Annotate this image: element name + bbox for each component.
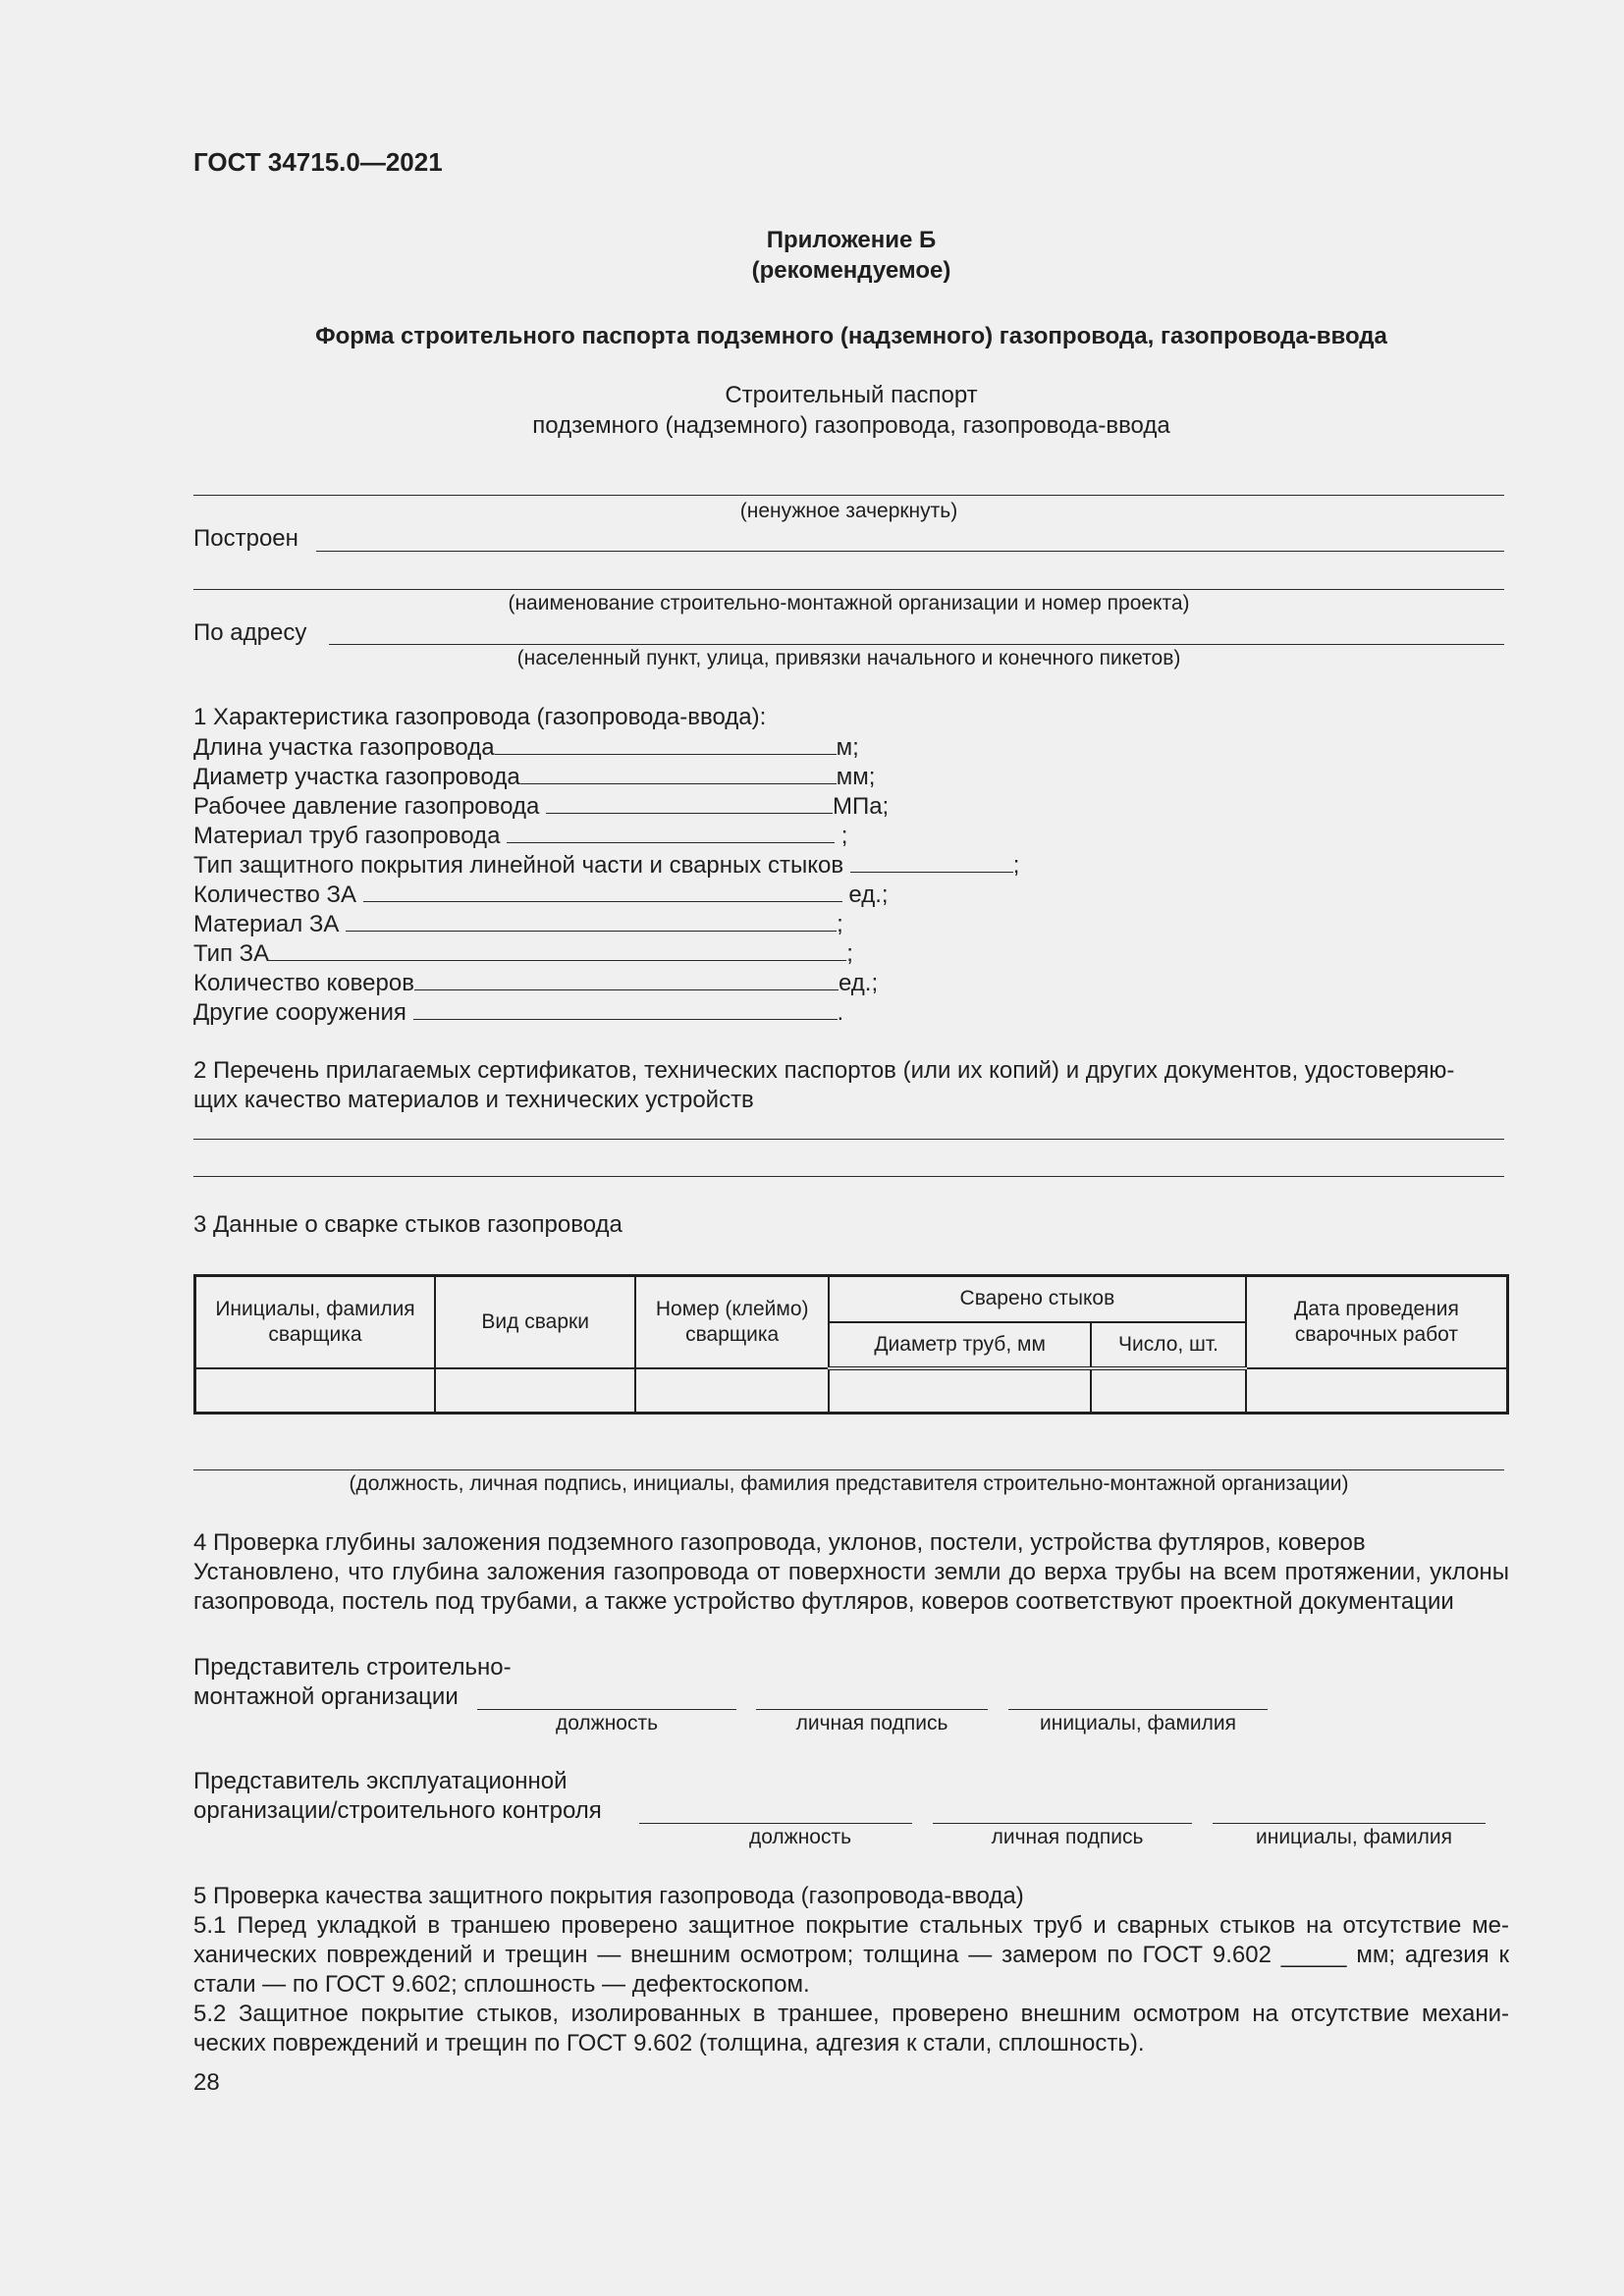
- row-pipe-material-label: Материал труб газопровода: [193, 823, 508, 849]
- rep2-position-field[interactable]: [639, 1823, 912, 1824]
- pipe-material-field[interactable]: [507, 821, 835, 843]
- row-valve-type-label: Тип ЗА: [193, 940, 270, 967]
- rep1-line2: монтажной организации: [193, 1683, 459, 1710]
- address-note: (населенный пункт, улица, привязки начального и конечного пикетов): [516, 647, 1181, 669]
- row-pressure-label: Рабочее давление газопровода: [193, 793, 546, 820]
- row-diameter-unit: мм;: [836, 764, 876, 790]
- org-field[interactable]: [193, 589, 1504, 590]
- row-valve-material-label: Материал ЗА: [193, 911, 347, 937]
- row-coating-type-label: Тип защитного покрытия линейной части и сварных стыков: [193, 852, 850, 879]
- documents-field-1[interactable]: [193, 1139, 1504, 1140]
- diameter-cell[interactable]: [829, 1368, 1091, 1414]
- col-count-header: Число, шт.: [1091, 1322, 1246, 1368]
- form-title: Форма строительного паспорта подземного (надземного) газопровода, газопровода-ввода: [315, 323, 1387, 349]
- rep2-position-caption: должность: [748, 1826, 852, 1848]
- diameter-field[interactable]: [520, 762, 837, 784]
- rep2-line2: организации/строительного контроля: [193, 1797, 602, 1824]
- row-carpet-count-label: Количество коверов: [193, 970, 414, 996]
- row-length-label: Длина участка газопровода: [193, 734, 495, 761]
- valve-count-field[interactable]: [363, 880, 842, 902]
- col-welder-header: Инициалы, фамилия сварщика: [195, 1276, 435, 1368]
- section3-title: 3 Данные о сварке стыков газопровода: [193, 1211, 623, 1238]
- section5-p2-line1: 5.2 Защитное покрытие стыков, изолированных в траншее, проверено внешним осмотром на отсутствие механи-: [193, 2001, 1509, 2027]
- col-diameter-header: Диаметр труб, мм: [829, 1322, 1091, 1368]
- section5-p1-line2: ханических повреждений и трещин — внешним осмотром; толщина — замером по ГОСТ 9.602 _____ мм; адгезия к: [193, 1942, 1509, 1968]
- row-pressure-unit: МПа;: [832, 793, 890, 820]
- coating-type-field[interactable]: [850, 850, 1013, 873]
- table-row: [195, 1368, 1508, 1414]
- rep2-name-caption: инициалы, фамилия: [1256, 1826, 1452, 1848]
- col-welded-header: Сварено стыков: [829, 1276, 1246, 1322]
- row-valve-type: [193, 938, 853, 969]
- row-diameter-label: Диаметр участка газопровода: [193, 764, 520, 790]
- row-other-structures-label: Другие сооружения: [193, 999, 413, 1026]
- rep1-signature-field[interactable]: [756, 1709, 988, 1710]
- rep1-name-field[interactable]: [1008, 1709, 1268, 1710]
- col-type-header: Вид сварки: [435, 1276, 635, 1368]
- built-label: Построен: [193, 525, 298, 552]
- pressure-field[interactable]: [546, 791, 833, 814]
- section5-p1-line3: стали — по ГОСТ 9.602; сплошность — дефектоскопом.: [193, 1971, 810, 1998]
- section5-title: 5 Проверка качества защитного покрытия газопровода (газопровода-ввода): [193, 1883, 1024, 1909]
- rep2-signature-field[interactable]: [933, 1823, 1192, 1824]
- welder-cell[interactable]: [195, 1368, 435, 1414]
- row-valve-count-unit: ед.;: [841, 881, 889, 908]
- weld-type-cell[interactable]: [435, 1368, 635, 1414]
- row-other-structures-unit: .: [837, 999, 844, 1026]
- appendix-status: (рекомендуемое): [751, 257, 951, 284]
- built-field[interactable]: [316, 551, 1504, 552]
- valve-material-field[interactable]: [346, 909, 837, 932]
- row-pressure: [193, 791, 889, 822]
- section2-title: 2 Перечень прилагаемых сертификатов, технических паспортов (или их копий) и других документов, удостоверяю-: [193, 1057, 1455, 1084]
- row-length-unit: м;: [836, 734, 859, 761]
- passport-title-line1: Строительный паспорт: [725, 382, 978, 408]
- section4-title: 4 Проверка глубины заложения подземного газопровода, уклонов, постели, устройства футляров, коверов: [193, 1529, 1366, 1556]
- valve-type-field[interactable]: [269, 938, 846, 961]
- rep1-signature-caption: личная подпись: [795, 1712, 948, 1735]
- documents-field-2[interactable]: [193, 1176, 1504, 1177]
- row-coating-type: [193, 850, 1019, 881]
- rep1-position-caption: должность: [555, 1712, 659, 1735]
- section1-title: 1 Характеристика газопровода (газопровода-ввода):: [193, 704, 767, 730]
- row-valve-count-label: Количество ЗА: [193, 881, 363, 908]
- page-number: 28: [193, 2069, 220, 2096]
- date-cell[interactable]: [1246, 1368, 1508, 1414]
- standard-number: ГОСТ 34715.0—2021: [193, 147, 443, 177]
- address-label: По адресу: [193, 619, 307, 646]
- address-field[interactable]: [329, 644, 1504, 645]
- row-valve-type-unit: ;: [846, 940, 853, 967]
- other-structures-field[interactable]: [413, 997, 838, 1020]
- col-number-header: Номер (клеймо) сварщика: [635, 1276, 829, 1368]
- signature-field[interactable]: [193, 1469, 1504, 1470]
- appendix-title: Приложение Б: [766, 227, 937, 253]
- section5-p1-line1: 5.1 Перед укладкой в траншею проверено защитное покрытие стальных труб и сварных стыков на отсутствие ме-: [193, 1912, 1509, 1939]
- rep2-line1: Представитель эксплуатационной: [193, 1768, 568, 1794]
- section4-text2: газопровода, постель под трубами, а также устройство футляров, коверов соответствуют проектной документации: [193, 1588, 1454, 1615]
- row-other-structures: [193, 997, 843, 1028]
- welding-table: [193, 1274, 1509, 1415]
- row-valve-count: [193, 880, 889, 910]
- rep1-position-field[interactable]: [477, 1709, 736, 1710]
- strike-note: (ненужное зачеркнуть): [739, 500, 958, 522]
- section5-p2-line2: ческих повреждений и трещин по ГОСТ 9.602 (толщина, адгезия к стали, сплошность).: [193, 2030, 1145, 2056]
- rep2-signature-caption: личная подпись: [991, 1826, 1144, 1848]
- rep1-line1: Представитель строительно-: [193, 1654, 512, 1681]
- row-diameter: [193, 762, 875, 792]
- row-coating-type-unit: ;: [1012, 852, 1020, 879]
- welder-number-cell[interactable]: [635, 1368, 829, 1414]
- passport-title-line2: подземного (надземного) газопровода, газопровода-ввода: [532, 412, 1170, 439]
- rep1-name-caption: инициалы, фамилия: [1040, 1712, 1236, 1735]
- row-carpet-count-unit: ед.;: [838, 970, 879, 996]
- length-field[interactable]: [495, 732, 837, 755]
- section2-title-cont: щих качество материалов и технических устройств: [193, 1087, 754, 1113]
- col-date-header: Дата проведения сварочных работ: [1246, 1276, 1508, 1368]
- rep2-name-field[interactable]: [1213, 1823, 1486, 1824]
- carpet-count-field[interactable]: [414, 968, 839, 990]
- row-pipe-material: [193, 821, 847, 851]
- signature-note: (должность, личная подпись, инициалы, фамилия представителя строительно-монтажной организации): [349, 1472, 1349, 1495]
- row-pipe-material-unit: ;: [835, 823, 848, 849]
- strike-line: [193, 495, 1504, 496]
- org-note: (наименование строительно-монтажной организации и номер проекта): [508, 592, 1190, 614]
- row-valve-material-unit: ;: [837, 911, 843, 937]
- row-length: [193, 732, 859, 763]
- row-valve-material: [193, 909, 843, 939]
- section4-text1: Установлено, что глубина заложения газопровода от поверхности земли до верха трубы на всем протяжении, уклоны: [193, 1559, 1509, 1585]
- row-carpet-count: [193, 968, 878, 998]
- count-cell[interactable]: [1091, 1368, 1246, 1414]
